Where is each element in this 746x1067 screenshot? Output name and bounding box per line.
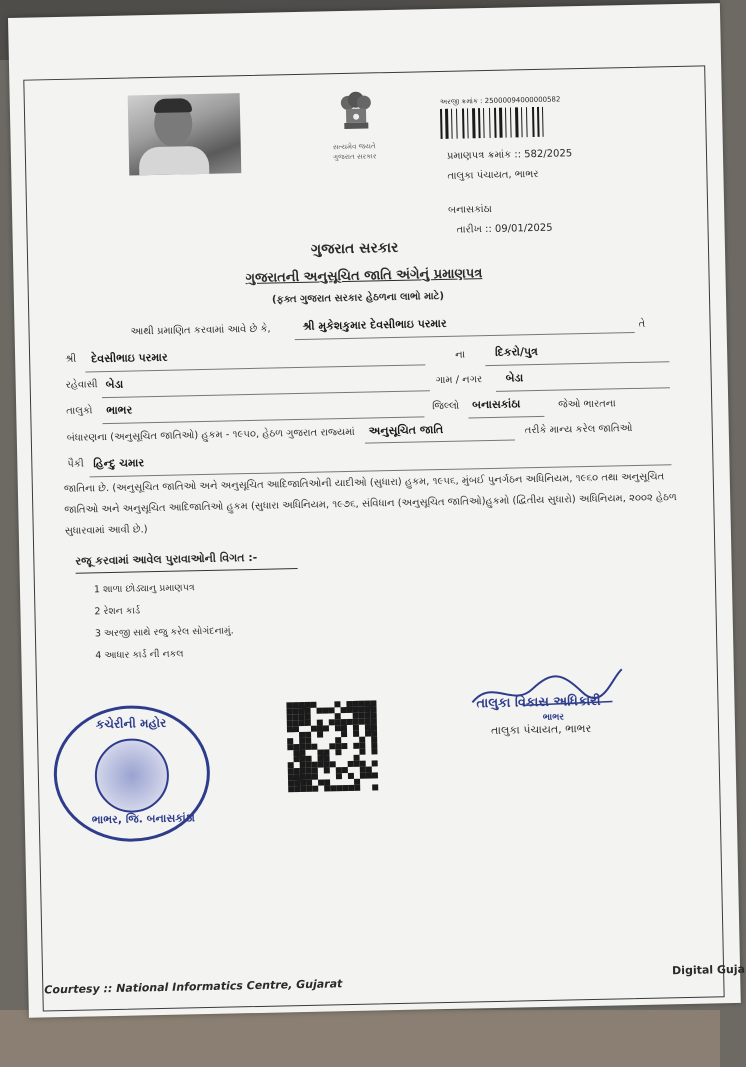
recognized-text: તરીકે માન્ય કરેલ જાતિઓ [524, 423, 633, 437]
village-value: બેડા [505, 371, 524, 385]
document-item-2: 2 રેશન કાર્ડ [94, 605, 141, 618]
whose-text: જેઓ ભારતના [558, 398, 616, 411]
emblem-motto: સત્યમેવ જયતે [332, 142, 376, 152]
signatory-title: તાલુકા વિકાસ અધિકારી [476, 693, 601, 712]
certificate-title: ગુજરાતની અનુસૂચિત જાતિ અંગેનું પ્રમાણપત્ર [245, 266, 483, 287]
document-item-1: 1 શાળા છોડ્યાનુ પ્રમાણપત્ર [93, 582, 195, 596]
office-seal [52, 704, 211, 843]
issuing-district: બનાસકાંઠા [448, 203, 493, 216]
taluka-label: તાલુકો [66, 405, 93, 417]
category-value: અનુસૂચિત જાતિ [368, 422, 444, 438]
district-label: જિલ્લો [432, 400, 460, 413]
seal-bottom-text: ભાભર, જિ. બનાસકાંઠા [91, 811, 196, 827]
document-item-3: 3 અરજી સાથે રજુ કરેલ સોગંદનામું. [94, 625, 234, 640]
caste-value: હિન્દુ ચમાર [93, 456, 145, 471]
state-emblem-icon [325, 82, 386, 143]
taluka-value: ભાભર [106, 403, 133, 418]
applicant-photo [128, 93, 242, 175]
signatory-office: તાલુકા પંચાયત, ભાભર [490, 721, 592, 738]
issuing-office: તાલુકા પંચાયત, ભાભર [447, 168, 539, 182]
application-number: અરજી ક્રમાંક : 25000094000000582 [439, 95, 561, 106]
government-title: ગુજરાત સરકાર [310, 239, 399, 258]
certificate-subtitle: (ફક્ત ગુજરાત સરકાર હેઠળના લાભો માટે) [271, 290, 445, 306]
resident-label: રહેવાસી [65, 379, 98, 391]
order-text: બંધારણના (અનુસૂચિત જાતિઓ) હુકમ - ૧૯૫૦, હેઠળ ગુજરાત રાજ્યમાં [66, 426, 355, 444]
applicant-name: શ્રી મુકેશકુમાર દેવસીભાઇ પરમાર [302, 316, 447, 333]
resident-value: બેડા [105, 377, 124, 392]
signature-block [462, 665, 633, 729]
document-item-4: 4 આધાર કાર્ડ ની નકલ [95, 648, 184, 662]
pedhi-text: પૈકી [67, 458, 84, 470]
seal-top-text: કચેરીની મહોર [95, 715, 167, 732]
footer-courtesy: Courtesy :: National Informatics Centre, Gujarat [44, 977, 343, 997]
emblem-label: ગુજરાત સરકાર [332, 152, 377, 162]
background-table [0, 1010, 720, 1067]
certificate-number: પ્રમાણપત્ર ક્રમાંક :: 582/2025 [446, 148, 573, 162]
na-text: ના [455, 349, 466, 361]
district-value: બનાસકાંઠા [472, 397, 521, 412]
footer-right: Digital Guja [671, 962, 746, 978]
certificate-paper [8, 3, 746, 1018]
qr-code [286, 700, 378, 792]
shri-text: શ્રી [65, 353, 77, 365]
father-name: દેવસીભાઇ પરમાર [91, 350, 168, 366]
signature-scribble-text: ભાભર [542, 712, 565, 723]
seal-emblem-icon [94, 738, 170, 814]
issue-date: તારીખ :: 09/01/2025 [456, 222, 553, 236]
intro-text: આથી પ્રમાણિત કરવામાં આવે છે કે, [130, 323, 271, 338]
te-text: તે [638, 318, 646, 330]
barcode [440, 106, 579, 139]
relation: દિકરો/પુત્ર [494, 344, 539, 359]
legal-paragraph: જાતિના છે. (અનુસૂચિત જાતિઓ અને અનુસૂચિત આદિજાતિઓની યાદીઓ (સુધારા) હુકમ, ૧૯૫૬, મુંબઈ પુનર્ગઠન અધિનિયમ, ૧૯૬૦ તથા અનુસૂચિત જાતિઓ અને અનુસૂચિત આદિજાતિઓ હુકમ (સુધારા અધિનિયમ, ૧૯૭૬, સંવિધાન (અનુસૂચિત જાતિઓ)હુકમો (દ્વિતીય સુધારો) અધિનિયમ, ૨૦૦૨ હેઠળ સુધારવામાં આવી છે.) [63, 471, 677, 537]
village-label: ગામ / નગર [435, 374, 483, 387]
documents-heading: રજૂ કરવામાં આવેલ પુરાવાઓની વિગત :- [75, 550, 258, 568]
